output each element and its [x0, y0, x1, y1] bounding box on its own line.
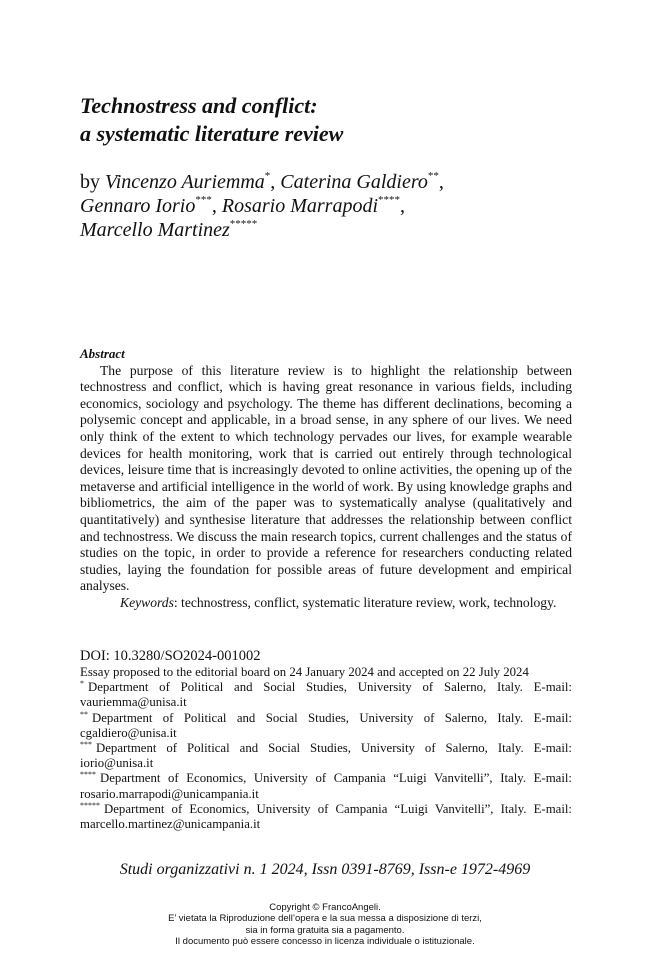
copyright-notice [0, 902, 650, 948]
footnote-text: Department of Political and Social Studies, University of Salerno, Italy. E-mail: vauriemma@unisa.it [80, 680, 572, 710]
footnote [80, 802, 572, 832]
copyright-line-1: Copyright © FrancoAngeli. [269, 902, 381, 913]
copyright-line-2: E’ vietata la Riproduzione dell’opera e la sua messa a disposizione di terzi, [168, 913, 482, 925]
doi-line: DOI: 10.3280/SO2024-001002 [80, 648, 261, 664]
author-line-3 [80, 218, 580, 242]
abstract-section [80, 346, 572, 612]
keywords-label: Keywords [120, 594, 174, 610]
author-mark: *** [195, 194, 212, 206]
essay-dates: Essay proposed to the editorial board on 24 January 2024 and accepted on 22 July 2024 [80, 665, 529, 679]
footnote [80, 771, 572, 801]
author-line-1: by Vincenzo Auriemma*, Caterina Galdiero**, [80, 170, 444, 193]
author-mark: ***** [229, 218, 258, 230]
footnote [80, 741, 572, 771]
front-matter-notes [80, 648, 572, 832]
author-name: Rosario Marrapodi [221, 195, 378, 217]
abstract-body: The purpose of this literature review is to highlight the relationship between technostress and conflict, which is having great resonance in various fields, including economics, sociology and psychology. The theme has different declinations, becoming a polysemic concept and applicable, in a broad sense, in any sphere of our lives. We need only think of the extent to which technology pervades our lives, for example wearable devices for health monitoring, work that is carried out entirely through technological devices, leisure time that is increasingly devoted to online activities, the opening up of the metaverse and artificial intelligence in the world of work. By using knowledge graphs and bibliometrics, the aim of the paper was to systematically analyse (qualitatively and quantitatively) and synthesise literature that addresses the relationship between conflict and technostress. We discuss the main research topics, current challenges and the status of studies on the topic, in order to provide a reference for researchers conducting related studies, laying the foundation for possible areas of future development and empirical analyses. [80, 362, 572, 594]
abstract-heading: Abstract [80, 346, 125, 361]
footnote [80, 680, 572, 710]
author-line-2: Gennaro Iorio***, Rosario Marrapodi****, [80, 194, 405, 217]
author-mark: ** [427, 170, 439, 182]
keywords-list: : technostress, conflict, systematic literature review, work, technology. [173, 594, 557, 610]
by-label: by [80, 171, 100, 193]
footnote-text: Department of Economics, University of Campania “Luigi Vanvitelli”, Italy. E-mail: rosario.marrapodi@unicampania.it [80, 771, 572, 801]
author-name: Vincenzo Auriemma [105, 171, 265, 193]
title-line-1: Technostress and conflict: [80, 93, 318, 118]
footnote-mark: **** [80, 770, 96, 780]
author-name: Marcello Martinez [80, 219, 230, 241]
footnote [80, 711, 572, 741]
footnote-mark: *** [80, 740, 92, 750]
author-mark: **** [378, 194, 400, 206]
author-name: Gennaro Iorio [80, 195, 196, 217]
title-line-2: a systematic literature review [80, 121, 344, 146]
footnote-mark: ** [80, 709, 88, 719]
copyright-line-3: sia in forma gratuita sia a pagamento. [245, 924, 405, 936]
footnote-mark: * [80, 679, 84, 689]
author-list [80, 170, 580, 242]
footnote-text: Department of Economics, University of Campania “Luigi Vanvitelli”, Italy. E-mail: marcello.martinez@unicampania.it [80, 801, 572, 832]
author-mark: * [264, 170, 271, 182]
footnote-text: Department of Political and Social Studies, University of Salerno, Italy. E-mail: iorio@unisa.it [80, 741, 572, 771]
copyright-line-4: Il documento può essere concesso in licenza individuale o istituzionale. [175, 936, 475, 948]
footnote-mark: ***** [80, 800, 100, 810]
footnote-text: Department of Political and Social Studies, University of Salerno, Italy. E-mail: cgaldiero@unisa.it [80, 710, 572, 740]
author-name: Caterina Galdiero [280, 171, 428, 193]
journal-footer: Studi organizzativi n. 1 2024, Issn 0391-8769, Issn-e 1972-4969 [119, 861, 531, 878]
paper-title [80, 92, 580, 148]
keywords [80, 595, 572, 612]
